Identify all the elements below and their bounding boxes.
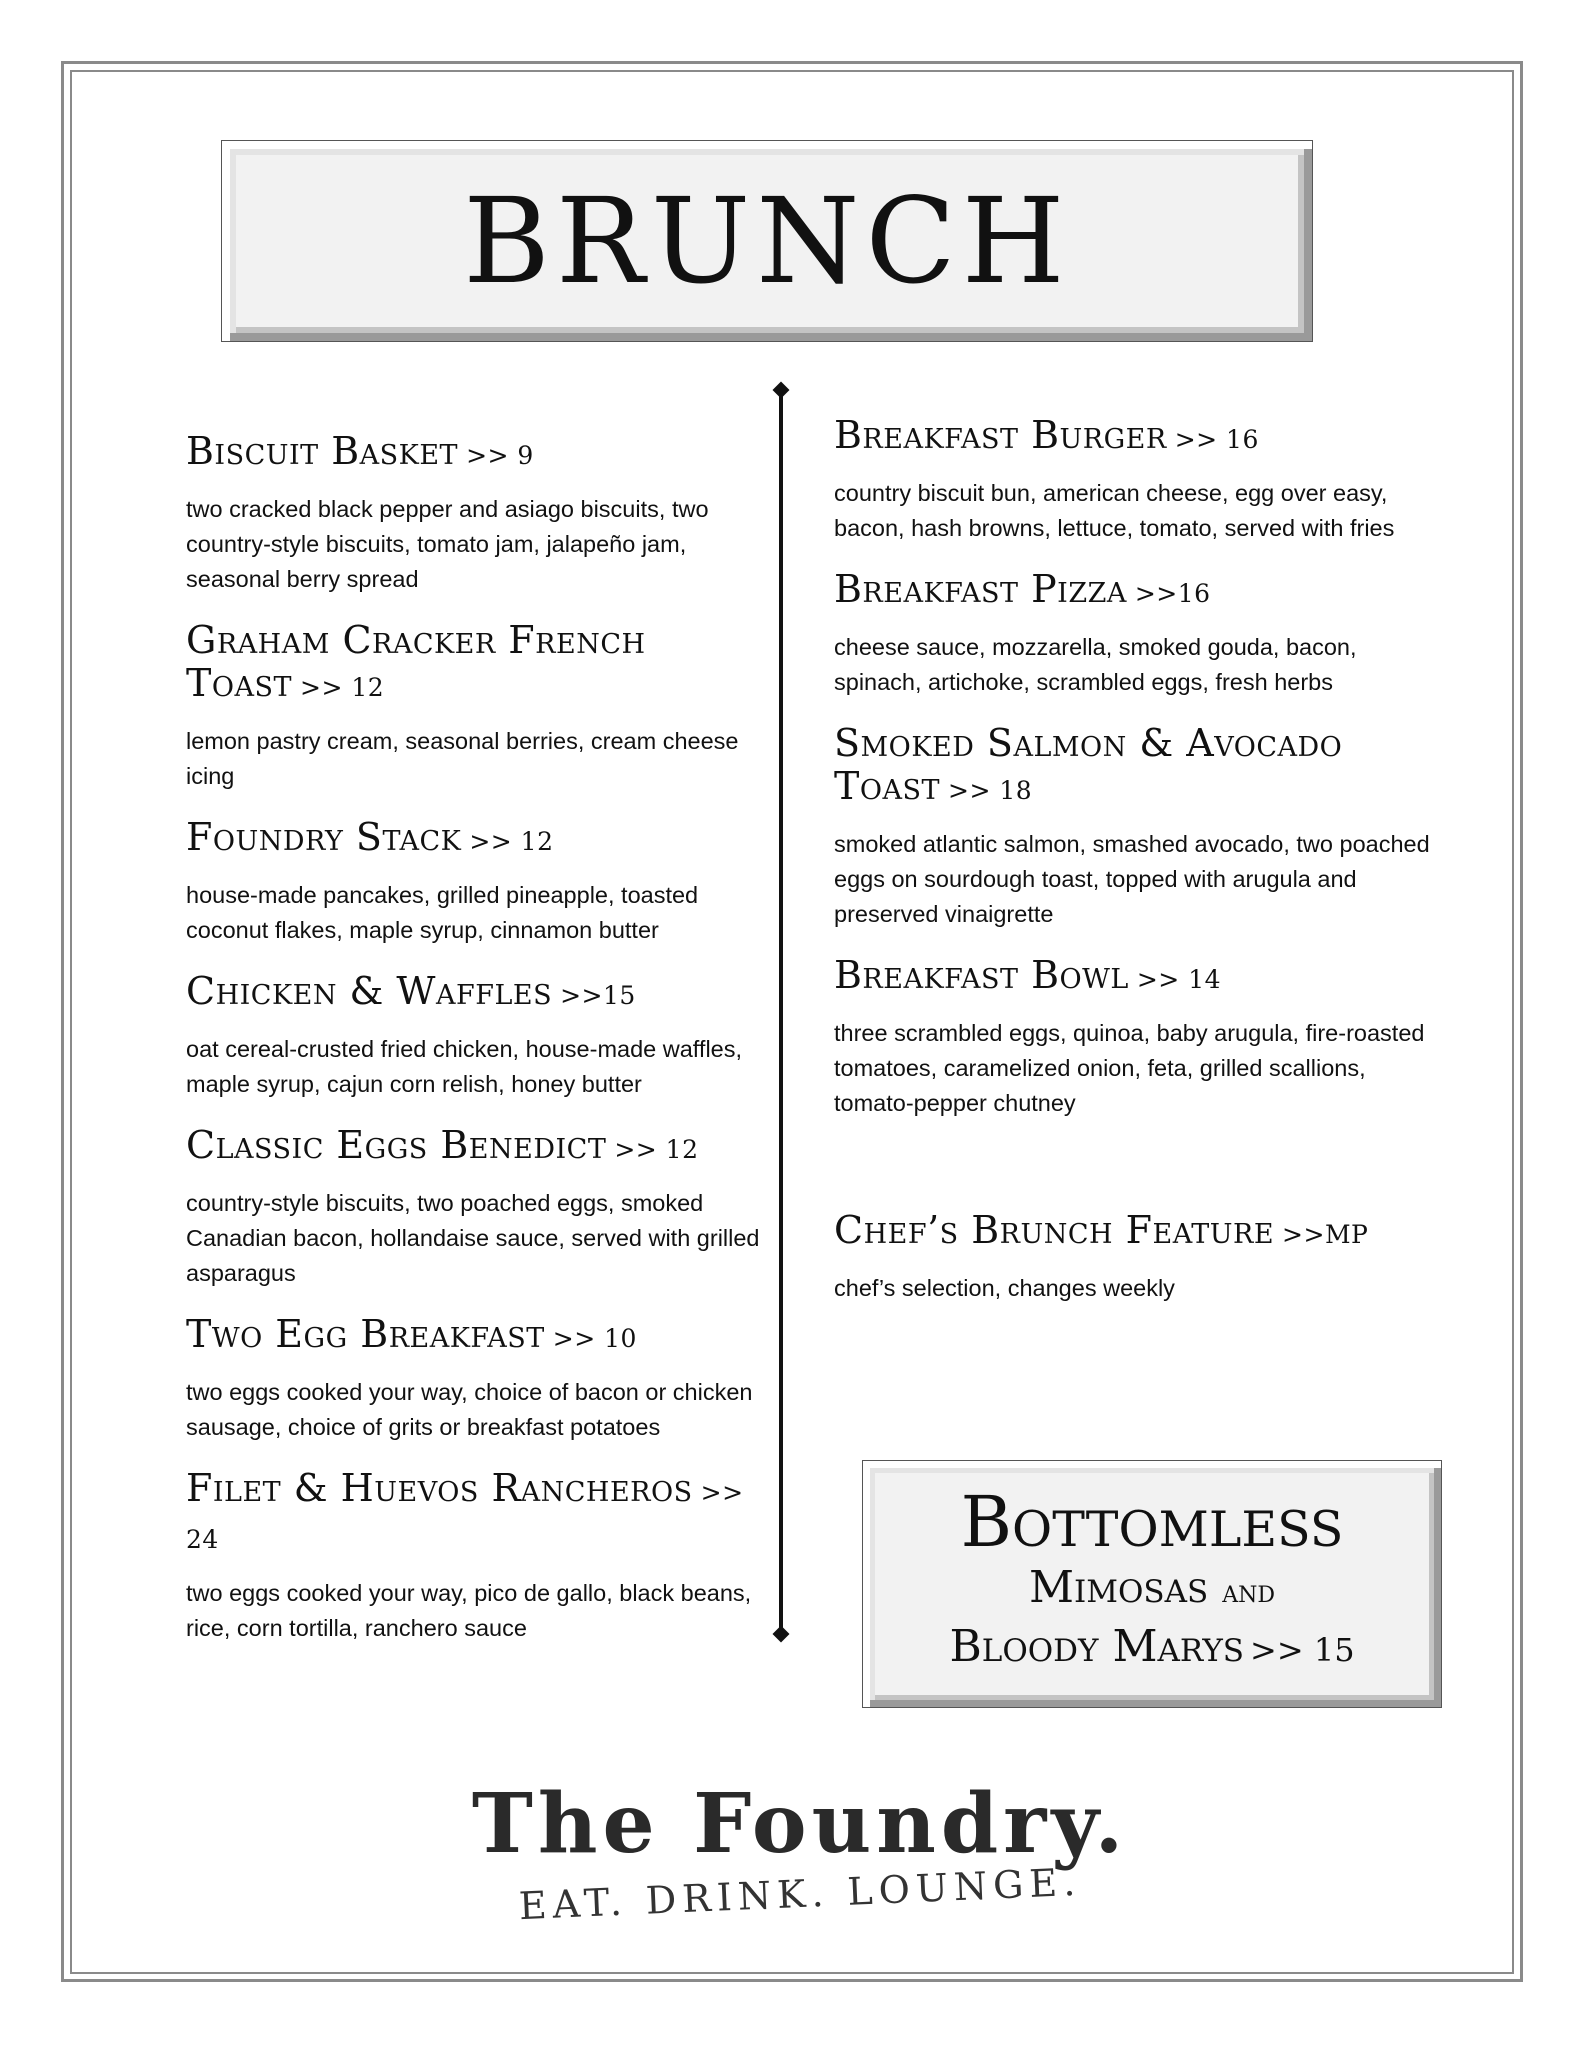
item-description: chef’s selection, changes weekly	[834, 1275, 1175, 1301]
item-price: >>16	[1134, 579, 1211, 608]
item-name: Foundry Stack	[186, 815, 462, 859]
bottomless-price: >> 15	[1250, 1631, 1355, 1669]
item-name: Chef’s Brunch Feature	[834, 1208, 1275, 1252]
item-name: Chicken & Waffles	[186, 969, 553, 1013]
bottomless-mimosas: Mimosas	[1028, 1562, 1209, 1613]
right-menu-column	[834, 414, 1434, 1306]
item-name: Breakfast Pizza	[834, 567, 1127, 611]
foundry-logo	[410, 1776, 1190, 1930]
item-price: >> 9	[466, 441, 534, 470]
title-banner	[221, 140, 1313, 342]
item-description: smoked atlantic salmon, smashed avocado, two poached eggs on sourdough toast, topped with arugula and preserved vinaigrette	[834, 831, 1430, 927]
item-price: >> 12	[469, 827, 554, 856]
item-price: >> 24	[186, 1478, 744, 1554]
menu-item-classic-eggs-benedict	[186, 1124, 766, 1291]
menu-item-foundry-stack	[186, 816, 766, 948]
item-name: Breakfast Bowl	[834, 953, 1129, 997]
bottomless-heading: Bottomless	[960, 1481, 1344, 1563]
bottomless-drinks-box	[862, 1460, 1442, 1708]
menu-item-breakfast-burger	[834, 414, 1434, 546]
bottomless-and: and	[1222, 1572, 1276, 1610]
item-name: Breakfast Burger	[834, 413, 1167, 457]
logo-name: The Foundry.	[471, 1776, 1129, 1872]
menu-item-graham-cracker-french-toast	[186, 619, 766, 794]
bottomless-bloody-marys: Bloody Marys	[949, 1621, 1245, 1672]
item-description: two cracked black pepper and asiago biscuits, two country-style biscuits, tomato jam, jalapeño jam, seasonal berry spread	[186, 496, 709, 592]
item-name: Biscuit Basket	[186, 429, 459, 473]
menu-item-breakfast-bowl	[834, 954, 1434, 1121]
item-description: country biscuit bun, american cheese, egg over easy, bacon, hash browns, lettuce, tomato, served with fries	[834, 480, 1395, 541]
item-price: >>MP	[1282, 1220, 1369, 1249]
item-name: Filet & Huevos Rancheros	[186, 1466, 693, 1510]
menu-item-filet-huevos-rancheros	[186, 1467, 766, 1646]
menu-item-smoked-salmon-avocado-toast	[834, 722, 1434, 932]
item-name: Graham Cracker French Toast	[186, 618, 646, 705]
item-name: Classic Eggs Benedict	[186, 1123, 607, 1167]
item-price: >> 10	[552, 1324, 637, 1353]
item-description: two eggs cooked your way, pico de gallo, black beans, rice, corn tortilla, ranchero sauce	[186, 1580, 752, 1641]
item-description: country-style biscuits, two poached eggs, smoked Canadian bacon, hollandaise sauce, served with grilled asparagus	[186, 1190, 760, 1286]
item-description: house-made pancakes, grilled pineapple, toasted coconut flakes, maple syrup, cinnamon butter	[186, 882, 699, 943]
item-price: >> 14	[1136, 965, 1222, 994]
item-price: >>15	[560, 981, 636, 1010]
menu-item-breakfast-pizza	[834, 568, 1434, 700]
menu-item-two-egg-breakfast	[186, 1313, 766, 1445]
menu-item-chefs-brunch-feature	[834, 1209, 1434, 1306]
item-name: Two Egg Breakfast	[186, 1312, 545, 1356]
item-description: oat cereal-crusted fried chicken, house-made waffles, maple syrup, cajun corn relish, honey butter	[186, 1036, 743, 1097]
item-description: cheese sauce, mozzarella, smoked gouda, bacon, spinach, artichoke, scrambled eggs, fresh herbs	[834, 634, 1357, 695]
item-description: three scrambled eggs, quinoa, baby arugula, fire-roasted tomatoes, caramelized onion, feta, grilled scallions, tomato-pepper chutney	[834, 1020, 1425, 1116]
item-price: >> 12	[300, 673, 385, 702]
item-description: lemon pastry cream, seasonal berries, cream cheese icing	[186, 728, 739, 789]
left-menu-column	[186, 430, 766, 1646]
item-price: >> 18	[948, 776, 1033, 805]
page-title: BRUNCH	[463, 172, 1071, 310]
menu-item-biscuit-basket	[186, 430, 766, 597]
column-divider	[779, 390, 783, 1635]
item-description: two eggs cooked your way, choice of bacon or chicken sausage, choice of grits or breakfast potatoes	[186, 1379, 753, 1440]
logo-tagline: EAT. DRINK. LOUNGE.	[517, 1859, 1083, 1929]
item-price: >> 16	[1174, 425, 1259, 454]
menu-item-chicken-waffles	[186, 970, 766, 1102]
item-name: Smoked Salmon & Avocado Toast	[834, 721, 1343, 808]
item-price: >> 12	[614, 1135, 699, 1164]
